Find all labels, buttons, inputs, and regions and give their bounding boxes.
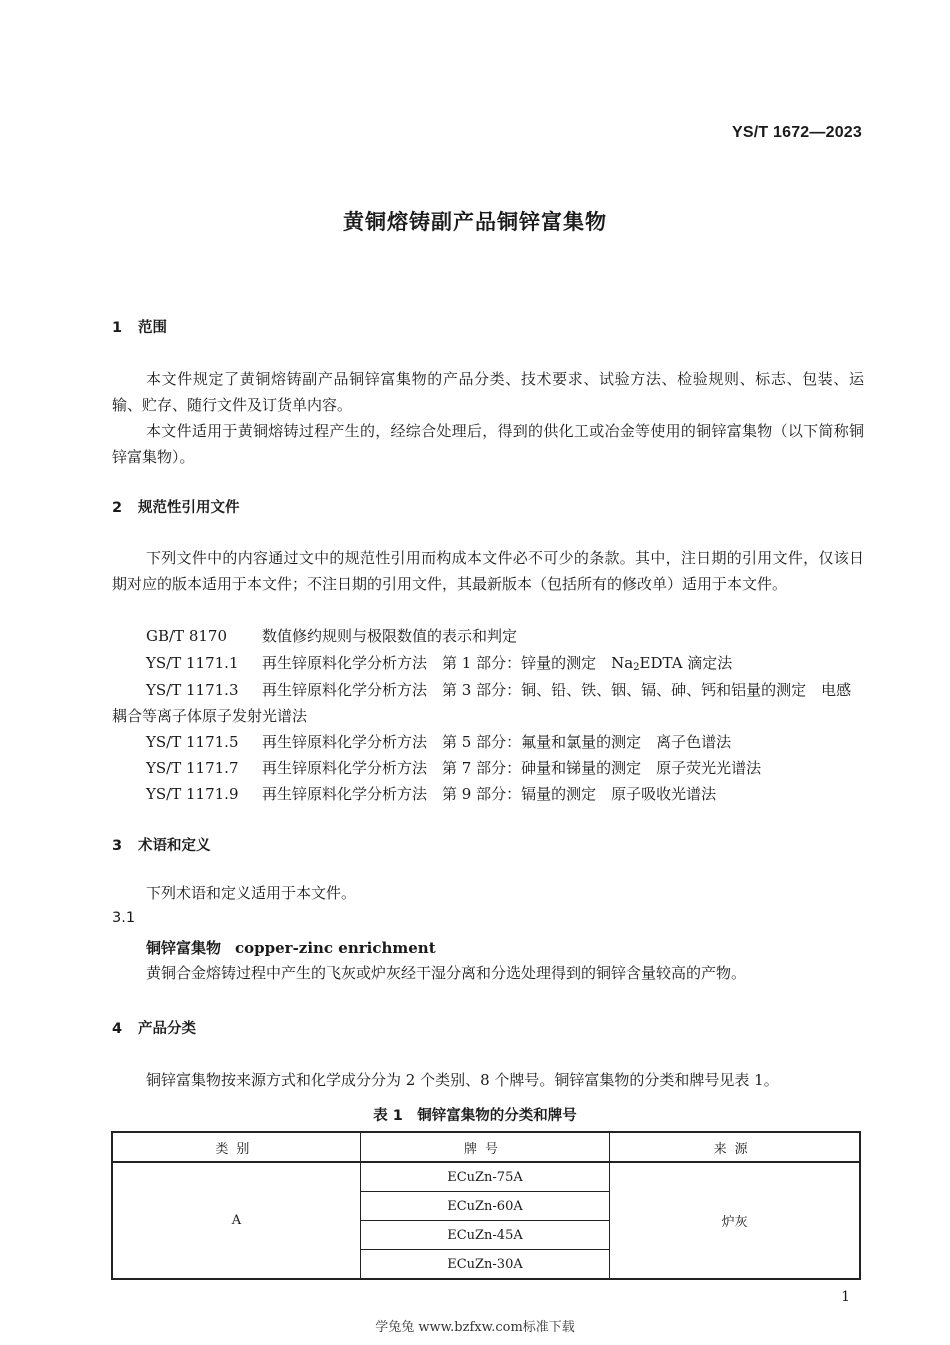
document-title: 黄铜熔铸副产品铜锌富集物 bbox=[343, 210, 607, 234]
section-1-paragraph-1: 本文件规定了黄铜熔铸副产品铜锌富集物的产品分类、技术要求、试验方法、检验规则、标志、包装、运输、贮存、随行文件及订货单内容。 bbox=[112, 370, 864, 414]
term-chinese: 铜锌富集物 bbox=[146, 939, 222, 957]
grade-cell: ECuZn-60A bbox=[360, 1192, 609, 1221]
reference-code: YS/T 1171.1 bbox=[146, 654, 239, 672]
watermark-text: 学兔兔 www.bzfxw.com标准下载 bbox=[375, 1320, 575, 1335]
reference-item bbox=[112, 677, 864, 729]
reference-code: YS/T 1171.7 bbox=[146, 759, 239, 777]
grade-cell: ECuZn-30A bbox=[360, 1250, 609, 1280]
section-number: 2 bbox=[112, 500, 123, 516]
section-2-paragraph-1: 下列文件中的内容通过文中的规范性引用而构成本文件必不可少的条款。其中，注日期的引用文件，仅该日期对应的版本适用于本文件；不注日期的引用文件，其最新版本（包括所有的修改单）适用于本文件。 bbox=[112, 549, 864, 593]
section-title: 产品分类 bbox=[138, 1021, 196, 1037]
reference-code: YS/T 1171.3 bbox=[146, 681, 239, 699]
section-title: 规范性引用文件 bbox=[138, 500, 240, 516]
section-title: 术语和定义 bbox=[138, 838, 211, 854]
section-2-heading bbox=[112, 496, 240, 517]
table-header-cell: 来源 bbox=[610, 1132, 860, 1162]
table-header-row bbox=[112, 1132, 860, 1162]
section-4-heading bbox=[112, 1017, 196, 1038]
reference-title: 再生锌原料化学分析方法 第 3 部分：铜、铅、铁、铟、镉、砷、钙和铝量的测定 电感耦合等离子体原子发射光谱法 bbox=[112, 681, 852, 725]
reference-code: YS/T 1171.9 bbox=[146, 785, 239, 803]
reference-title: 数值修约规则与极限数值的表示和判定 bbox=[262, 627, 518, 645]
source-cell: 炉灰 bbox=[610, 1162, 860, 1279]
grade-cell: ECuZn-75A bbox=[360, 1162, 609, 1192]
term-entry bbox=[146, 937, 436, 958]
reference-item bbox=[146, 623, 517, 649]
subsection-number: 3.1 bbox=[112, 910, 136, 926]
section-title: 范围 bbox=[138, 320, 167, 336]
reference-code: GB/T 8170 bbox=[146, 627, 228, 645]
section-number: 4 bbox=[112, 1021, 123, 1037]
reference-item bbox=[146, 729, 731, 755]
reference-item bbox=[146, 781, 716, 807]
section-4-paragraph-1: 铜锌富集物按来源方式和化学成分分为 2 个类别、8 个牌号。铜锌富集物的分类和牌号见表 1。 bbox=[146, 1071, 779, 1089]
term-definition: 黄铜合金熔铸过程中产生的飞灰或炉灰经干湿分离和分选处理得到的铜锌含量较高的产物。 bbox=[146, 964, 747, 982]
table-row bbox=[112, 1162, 860, 1192]
section-1-heading bbox=[112, 316, 167, 337]
section-1-paragraph-2: 本文件适用于黄铜熔铸过程产生的，经综合处理后，得到的供化工或冶金等使用的铜锌富集物（以下简称铜锌富集物）。 bbox=[112, 422, 864, 466]
table-caption: 表 1 铜锌富集物的分类和牌号 bbox=[373, 1108, 577, 1124]
term-english: copper-zinc enrichment bbox=[235, 939, 436, 957]
section-number: 1 bbox=[112, 320, 123, 336]
classification-table bbox=[111, 1131, 861, 1280]
table-header-cell: 牌号 bbox=[360, 1132, 609, 1162]
reference-title: 再生锌原料化学分析方法 第 7 部分：砷量和锑量的测定 原子荧光光谱法 bbox=[262, 759, 762, 777]
category-cell: A bbox=[112, 1162, 360, 1279]
reference-title: 再生锌原料化学分析方法 第 9 部分：镉量的测定 原子吸收光谱法 bbox=[262, 785, 717, 803]
section-3-paragraph-1: 下列术语和定义适用于本文件。 bbox=[146, 884, 357, 902]
reference-title-tail: EDTA 滴定法 bbox=[639, 654, 733, 672]
section-3-heading bbox=[112, 834, 211, 855]
reference-item bbox=[146, 755, 761, 781]
reference-title: 再生锌原料化学分析方法 第 5 部分：氟量和氯量的测定 离子色谱法 bbox=[262, 733, 732, 751]
grade-cell: ECuZn-45A bbox=[360, 1221, 609, 1250]
subscript: 2 bbox=[633, 662, 640, 673]
page-number: 1 bbox=[841, 1289, 850, 1305]
reference-code: YS/T 1171.5 bbox=[146, 733, 239, 751]
standard-code: YS/T 1672—2023 bbox=[732, 124, 862, 141]
reference-title: 再生锌原料化学分析方法 第 1 部分：锌量的测定 Na bbox=[262, 654, 634, 672]
section-number: 3 bbox=[112, 838, 123, 854]
table-header-cell: 类别 bbox=[112, 1132, 360, 1162]
